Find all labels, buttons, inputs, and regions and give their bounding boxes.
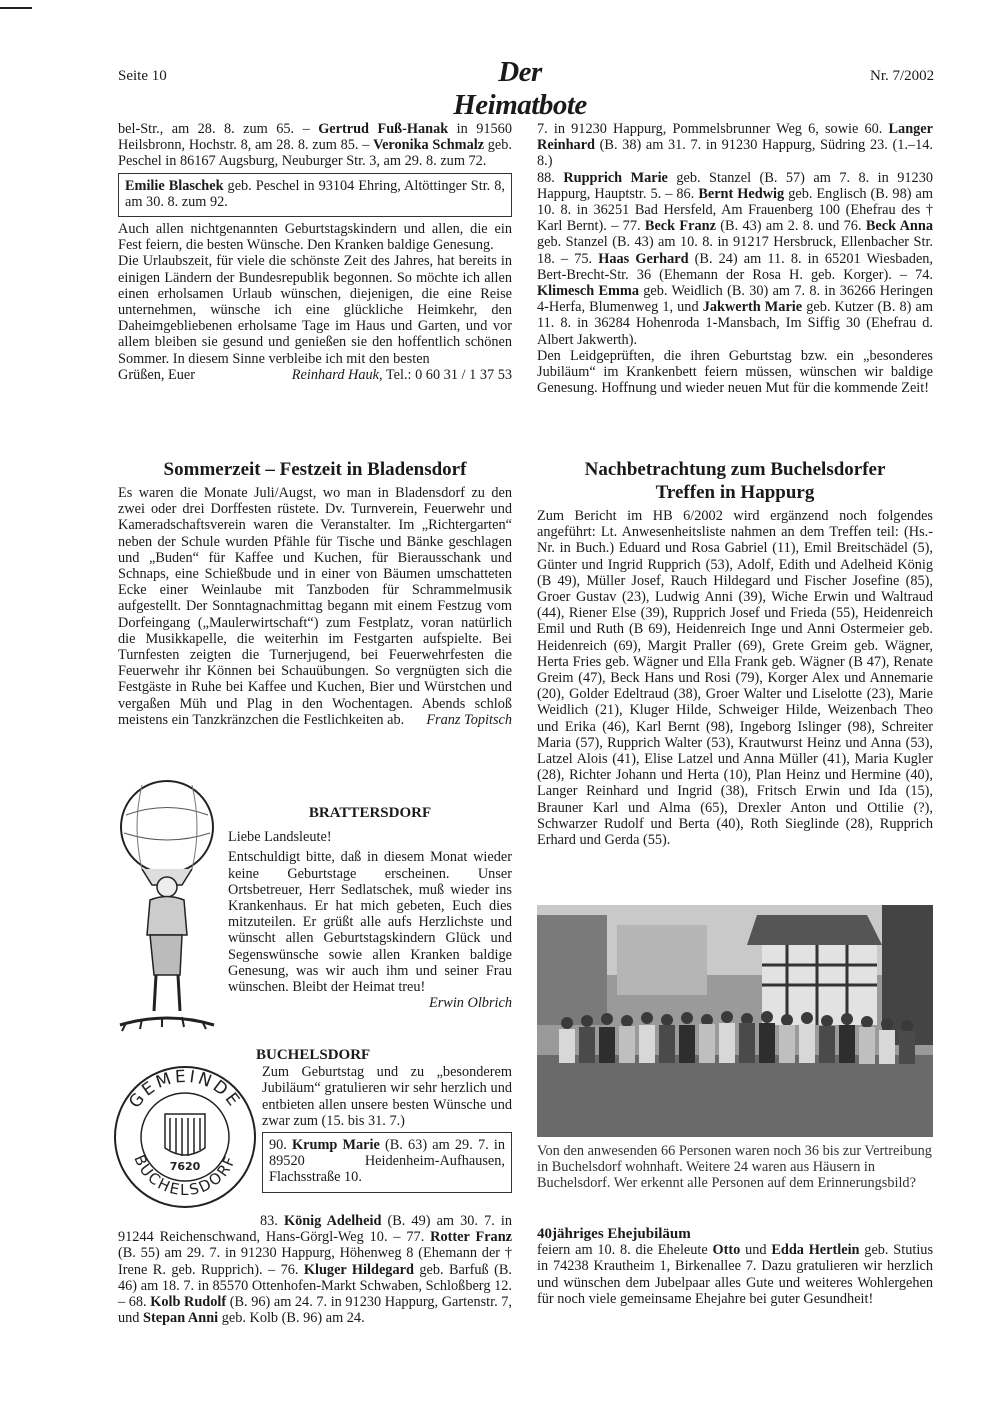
buchelsdorf-birthday-list [118,1213,512,1326]
birthday-paragraph: bel-Str., am 28. 8. zum 65. – Gertrud Fuß-Hanak in 91560 Heilsbronn, Hochstr. 8, am 28. 8. zum 85. – Veronika Schmalz geb. Peschel in 86167 Augsburg, Neuburger Str. 3, am 29. 8. zum 72. [118,121,512,170]
brattersdorf-greeting: Liebe Landsleute! [228,829,332,846]
buchelsdorf-birthday-paragraph: 83. König Adelheid (B. 49) am 30. 7. in 91244 Reichenschwand, Hans-Görgl-Weg 10. – 77. Rotter Franz (B. 55) am 29. 7. in 91230 Happurg, Höhenweg 8 (Ehemann der † Irene R. geb. Rupprich). – 76. Kluger Hildegard geb. Barfuß (B. 46) am 18. 7. in 85570 Ottenhofen-Markt Schwaben, Schloßberg 12. – 68. Kolb Rudolf (B. 96) am 24. 7. in 91230 Happurg, Gartenstr. 7, und Stepan Anni geb. Kolb (B. 96) am 24. [118,1213,513,1327]
brattersdorf-body: Entschuldigt bitte, daß in diesem Monat wieder keine Geburtstage erscheinen. Unser Ortsbetreuer, Herr Sedlatschek, muß wieder ins Krankenhaus. Er hat mich gebeten, Euch dies mitzuteilen. Er grüßt alle aufs Herzlichste und wünscht allen Geburtstagskindern Glück und Segenswünsche sowie allen Kranken baldige Genesung, was wir auch ihm und seiner Frau wünschen. Bleibt der Heimat treu! [228,849,512,996]
wishes-paragraph: Auch allen nichtgenannten Geburtstagskindern und allen, die ein Fest feiern, die besten Wünsche. Den Kranken baldige Genesung. [118,221,512,254]
group-photo [537,905,933,1137]
buchelsdorf-intro: Zum Geburtstag und zu „besonderem Jubiläum“ gratulieren wir sehr herzlich und entbieten allen unsere besten Wünsche und zwar zum (15. bis 31. 7.) [262,1064,512,1129]
brattersdorf-section [228,805,512,1011]
sommerzeit-title: Sommerzeit – Festzeit in Bladensdorf [163,459,467,480]
sickbed-wishes: Den Leidgeprüften, die ihren Geburtstag bzw. ein „besonderes Jubiläum“ im Krankenbett feiern müssen, wünschen wir baldige Genesung. Hoffnung und wieder neuen Mut für die kommende Zeit! [537,347,933,397]
photo-caption: Von den anwesenden 66 Personen waren noch 36 bis zur Vertreibung in Buchelsdorf wohnhaft. Weitere 24 waren aus Häusern in Buchelsdorf. Wer erkennt alle Personen auf dem Erinnerungsbild? [537,1143,932,1192]
birthday-list-right [537,121,933,396]
page-number: Seite 10 [118,68,167,84]
ehejubilaeum-section [537,1226,933,1307]
brattersdorf-author: Erwin Olbrich [428,995,512,1012]
atlas-figure-illustration [112,775,222,1035]
buchelsdorf-title: BUCHELSDORF [256,1047,371,1063]
nachbetrachtung-title-line1: Nachbetrachtung zum Buchelsdorfer [584,459,886,480]
ehejubilaeum-title: 40jähriges Ehejubiläum [537,1226,691,1242]
nachbetrachtung-title-line2: Treffen in Happurg [655,482,815,503]
signature-line: Grüßen, Euer Reinhard Hauk, Tel.: 0 60 31 / 1 37 53 [118,366,512,383]
buchelsdorf-section [256,1047,512,1197]
birthday-paragraph-august: 88. Rupprich Marie geb. Stanzel (B. 57) am 7. 8. in 91230 Happurg, Hauptstr. 5. – 86. Bernt Hedwig geb. Englisch (B. 98) am 10. 8. in 36251 Bad Hersfeld, Am Frauenberg 100 (Ehefrau des † Karl Bernt). – 77. Beck Franz (B. 43) am 2. 8. und 76. Beck Anna geb. Stanzel (B. 43) am 10. 8. in 91217 Hersbruck, Ellenbacher Str. 18. – 75. Haas Gerhard (B. 24) am 11. 8. in 65201 Wiesbaden, Bert-Brecht-Str. 36 (Ehemann der Rosa H. geb. Korger). – 74. Klimesch Emma geb. Weidlich (B. 30) am 7. 8. in 36266 Heringen 4-Herfa, Blumenweg 1, und Jakwerth Marie geb. Kutzer (B. 8) am 11. 8. in 36284 Hohenroda 1-Mansbach, Im Siffig 30 (Ehefrau d. Albert Jakwerth). [537,169,934,348]
svg-text:BUCHELSDORF: BUCHELSDORF [130,1151,240,1200]
sommerzeit-article [118,458,512,728]
birthday-list-continued [118,121,512,383]
issue-number: Nr. 7/2002 [870,68,935,84]
ehejubilaeum-body: feiern am 10. 8. die Eheleute Otto und Edda Hertlein geb. Stutius in 74238 Krautheim 1, Birkenallee 7. Dazu gratulieren wir herzlich und wünschen dem Jubelpaar alles Gute und weiteres Wohlergehen für noch viele gemeinsame Ehejahre bei guter Gesundheit! [537,1242,934,1307]
nachbetrachtung-body: Zum Bericht im HB 6/2002 wird ergänzend noch folgendes angeführt: Lt. Anwesenheitsliste nahmen an dem Treffen teil: (Hs.-Nr. in Buch.) Eduard und Rosa Gabriel (11), Emil Breitschädel (5), Günter und Ingrid Rupprich (53), Adolf, Edith und Adelheid König (B 49), Müller Josef, Rauch Hildegard und Fischer Josefine (85), Groer Gustav (23), Ludwig Anni (39), Wiche Erwin und Waltraud (44), Riener Else (39), Rupprich Josef und Frieda (55), Heidenreich Emil und Ruth (B 69), Heidenreich Inge und Anni Ostermeier geb. Heidenreich (69), Margit Praller (69), Grete Greim geb. Wägner, Herta Fries geb. Wägner und Ella Frank geb. Wägner (B 47), Renate Greim (47), Beck Hans und Rosi (79), Korger Alex und Annemarie (20), Golder Edeltraud (38), Groer Walter und Liselotte (23), Marie Weidlich (21), Kluger Hilde, Schweiger Hilde, Weizenbach Theo und Erika (46), Karl Bernt (98), Ingeborg Islinger (98), Schreiter Maria (57), Rupprich Walter (53), Krautwurst Heinz und Anna (53), Latzel Alois (41), Elise Latzel und Anna Müller (41), Maria Kugler (28), Richter Johann und Herta (10), Plan Heinz und Hermine (40), Langer Reinhard und Ingrid (38), Fritsch Erwin und Ida (15), Brauner Karl und Alma (65), Drexler Anton und Ottilie (?), Schwarzer Rudolf und Berta (40), Roth Sieglinde (28), Rupprich Erhard und Gerda (55). [537,508,933,849]
birthday-box: Emilie Blaschek geb. Peschel in 93104 Ehring, Altöttinger Str. 8, am 30. 8. zum 92. [118,173,512,217]
sommerzeit-body: Es waren die Monate Juli/Augst, wo man in Bladensdorf zu den zwei oder drei Dorffesten rüstete. Dv. Turnverein, Feuerwehr und Kameradschaftsverein waren die Veranstalter. Im „Richtergarten“ neben der Schule wurden Pfähle für Tische und Bänke geschlagen und „Buden“ für Kaffee und Kuchen, für Bierausschank und Schnaps, eine Schießbude und in einer von Bäumen umschatteten Ecke einer Weinlaube mit Tanzboden für Schrammelmusik aufgestellt. Der Sonntagnachmittag begann mit einem Festzug vom Dorfeingang („Maulerwirtschaft“) zum Festplatz, voran natürlich die Musikkapelle, die weiterhin im Festgarten aufspielte. Bei Turnfesten zeigten die Turnerjugend, bei Feuerwehrfesten die Feuerwehr ihr Können bei Schauübungen. So vergnügten sich die Festgäste in Ruhe bei Kaffee und Kuchen, Bier und Würstchen und vergaßen Müh und Plag in den Wochentagen. Abends schloß meistens ein Tanzkränzchen die Festlichkeiten ab. [118,485,512,728]
birthday-paragraph-langer: 7. in 91230 Happurg, Pommelsbrunner Weg 6, sowie 60. Langer Reinhard (B. 38) am 31. 7. in 91230 Happurg, Südring 23. (1.–14. 8.) [537,121,933,170]
svg-text:7620: 7620 [169,1160,201,1173]
holiday-paragraph: Die Urlaubszeit, für viele die schönste Zeit des Jahres, hat bereits in einigen Ländern der Bundesrepublik begonnen. So möchte ich allen einen erholsamen Urlaub wünschen, diejenigen, die eine Reise unternehmen, wünsche ich eine glückliche Heimkehr, den Daheimgebliebenen erholsame Tage im Haus und Garten, und vor allem bleiben sie gesund und genießen sie den hoffentlich schönen Sommer. In diesem Sinne verbleibe ich mit den besten [118,253,512,367]
corner-mark [0,7,32,9]
nachbetrachtung-article [537,458,933,848]
buchelsdorf-birthday-box: 90. Krump Marie (B. 63) am 29. 7. in 89520 Heidenheim-Aufhausen, Flachsstraße 10. [262,1132,512,1193]
gemeinde-seal [110,1062,260,1212]
sommerzeit-author: Franz Topitsch [426,712,512,729]
svg-text:GEMEINDE: GEMEINDE [125,1066,245,1113]
masthead-title: Der Heimatbote [453,56,587,121]
brattersdorf-title: BRATTERSDORF [308,805,432,821]
